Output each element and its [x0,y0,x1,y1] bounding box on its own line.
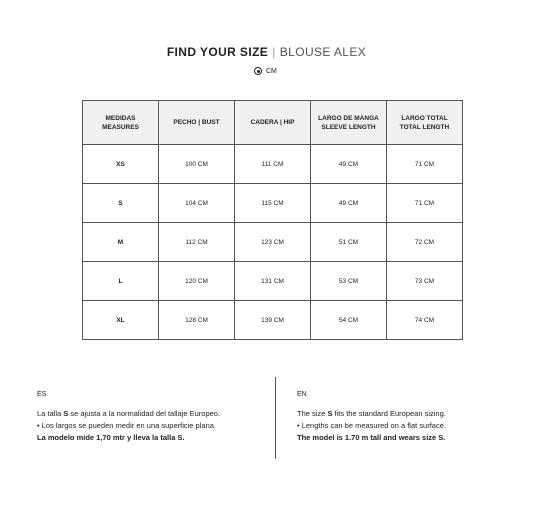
note-sizing-en [297,408,533,420]
hip-cell: 115 CM [235,184,311,223]
size-cell: XS [83,145,159,184]
sleeve-cell: 49 CM [311,184,387,223]
header-line: MEDIDAS [105,114,136,122]
vertical-divider [275,377,276,459]
bust-cell: 112 CM [159,223,235,262]
note-model-es: La modelo mide 1,70 mtr y lleva la talla S. [37,433,185,442]
total-length-cell: 72 CM [387,223,463,262]
hip-cell: 111 CM [235,145,311,184]
note-sizing-es [37,408,277,420]
total-length-cell: 71 CM [387,184,463,223]
header-sleeve-length [311,101,387,145]
size-cell: XL [83,301,159,340]
header-line: CADERA | HIP [250,119,295,126]
table-row [83,301,463,340]
bust-cell: 100 CM [159,145,235,184]
header-measures [83,101,159,145]
note-size: S [327,409,333,418]
bust-cell: 128 CM [159,301,235,340]
sleeve-cell: 51 CM [311,223,387,262]
page-title [0,45,533,59]
note-text: The size [297,409,328,418]
title-product-name: BLOUSE ALEX [279,45,367,59]
lang-label-en: EN [297,391,307,398]
header-line: TOTAL LENGTH [399,123,450,131]
sleeve-cell: 49 CM [311,145,387,184]
table-header-row [83,101,463,145]
table-row [83,145,463,184]
header-hip [235,101,311,145]
table-row [83,223,463,262]
notes-en [297,389,533,444]
size-cell: S [83,184,159,223]
header-line: SLEEVE LENGTH [321,123,376,131]
note-text: La talla [37,409,64,418]
sleeve-cell: 53 CM [311,262,387,301]
unit-selector[interactable] [254,67,277,75]
sleeve-cell: 54 CM [311,301,387,340]
header-line: PECHO | BUST [173,119,220,126]
size-cell: L [83,262,159,301]
note-text: se ajusta a la normalidad del tallaje Europeo. [68,409,221,418]
header-total-length [387,101,463,145]
size-chart-table [82,100,463,340]
note-model-en: The model is 1.70 m tall and wears size S. [297,433,446,442]
header-line: MEASURES [102,123,139,131]
notes-es [37,389,277,444]
bust-cell: 104 CM [159,184,235,223]
size-cell: M [83,223,159,262]
total-length-cell: 73 CM [387,262,463,301]
table-row [83,184,463,223]
total-length-cell: 71 CM [387,145,463,184]
header-line: LARGO TOTAL [401,114,448,122]
table-row [83,262,463,301]
radio-selected-icon[interactable] [254,67,262,75]
note-lengths-en: • Lengths can be measured on a flat surface. [297,421,446,430]
note-size: S [63,409,69,418]
hip-cell: 139 CM [235,301,311,340]
bust-cell: 120 CM [159,262,235,301]
total-length-cell: 74 CM [387,301,463,340]
note-lengths-es: • Los largos se pueden medir en una superficie plana. [37,421,216,430]
hip-cell: 131 CM [235,262,311,301]
title-main: FIND YOUR SIZE [166,45,269,59]
header-line: LARGO DE MANGA [318,114,379,122]
header-bust [159,101,235,145]
lang-label-es: ES [37,391,47,398]
note-text: fits the standard European sizing. [332,409,446,418]
unit-label: CM [266,67,277,75]
title-separator: | [272,45,276,59]
hip-cell: 123 CM [235,223,311,262]
